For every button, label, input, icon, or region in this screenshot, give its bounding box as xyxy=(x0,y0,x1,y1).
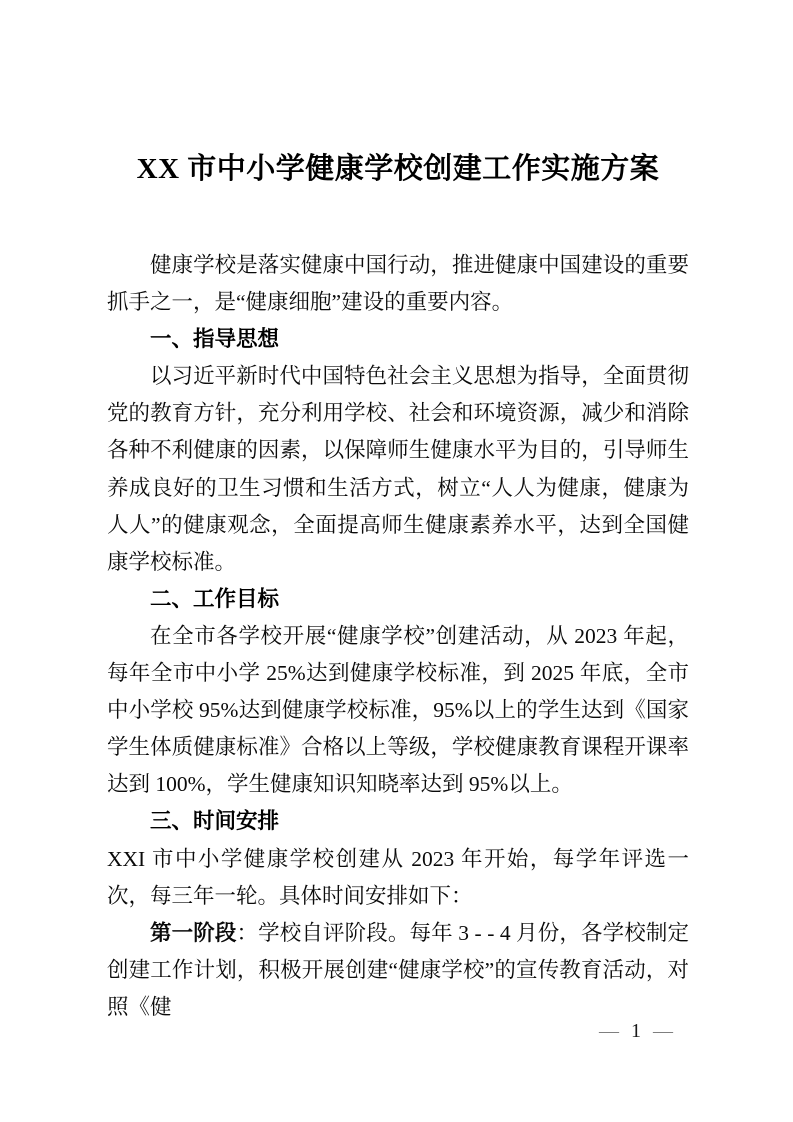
stage-one-text: ：学校自评阶段。每年 3 - - 4 月份，各学校制定创建工作计划，积极开展创建“健康学校”的宣传教育活动，对照《健 xyxy=(107,920,689,1019)
page-number: 1 xyxy=(631,1020,641,1042)
section-body-work-goals: 在全市各学校开展“健康学校”创建活动，从 2023 年起，每年全市中小学 25%达到健康学校标准，到 2025 年底，全市中小学校 95%达到健康学校标准，95%以上的学生达到《国家学生体质健康标准》合格以上等级，学校健康教育课程开课率达到 100%，学生健康知识知晓率达到 95%以上。 xyxy=(107,623,689,797)
page-footer xyxy=(599,1020,673,1042)
footer-left-dash: — xyxy=(599,1020,619,1042)
section-heading-work-goals: 二、工作目标 xyxy=(150,586,280,611)
stage-one-paragraph xyxy=(107,915,689,1026)
section-body-time-schedule: XXI 市中小学健康学校创建从 2023 年开始，每学年评选一次，每三年一轮。具体时间安排如下： xyxy=(107,846,689,908)
section-heading-time-schedule: 三、时间安排 xyxy=(150,809,280,834)
intro-paragraph: 健康学校是落实健康中国行动，推进健康中国建设的重要抓手之一，是“健康细胞”建设的重要内容。 xyxy=(107,253,689,315)
document-content xyxy=(107,147,689,1026)
stage-one-lead: 第一阶段 xyxy=(150,920,237,945)
footer-right-dash: — xyxy=(653,1020,673,1042)
section-body-guiding-ideology: 以习近平新时代中国特色社会主义思想为指导，全面贯彻党的教育方针，充分利用学校、社会和环境资源，减少和消除各种不利健康的因素，以保障师生健康水平为目的，引导师生养成良好的卫生习惯和生活方式，树立“人人为健康，健康为人人”的健康观念，全面提高师生健康素养水平，达到全国健康学校标准。 xyxy=(107,364,689,574)
section-heading-guiding-ideology: 一、指导思想 xyxy=(150,327,280,352)
document-title: XX 市中小学健康学校创建工作实施方案 xyxy=(136,153,660,185)
